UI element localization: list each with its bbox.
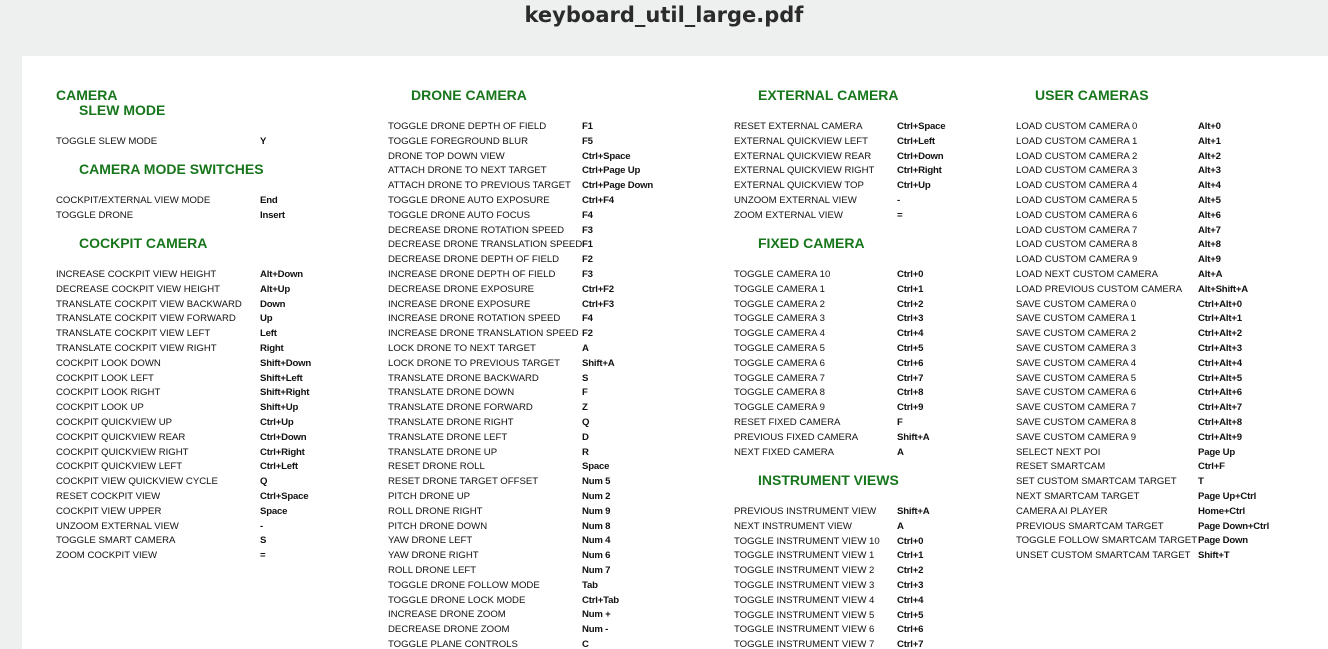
shortcut-key: F — [582, 387, 588, 399]
shortcut-action: SAVE CUSTOM CAMERA 2 — [1016, 328, 1137, 340]
shortcut-key: Alt+4 — [1198, 180, 1221, 192]
shortcut-key: Alt+Shift+A — [1198, 283, 1249, 295]
shortcut-key: F3 — [582, 224, 593, 236]
shortcut-action: TOGGLE FOLLOW SMARTCAM TARGET — [1016, 535, 1198, 547]
shortcut-key: Ctrl+Space — [582, 150, 631, 162]
shortcut-key: Ctrl+F — [1198, 461, 1225, 473]
shortcut-action: TOGGLE CAMERA 5 — [734, 343, 825, 354]
shortcut-action: TOGGLE CAMERA 4 — [734, 328, 825, 340]
shortcut-action: COCKPIT LOOK DOWN — [56, 357, 161, 369]
shortcut-key: Ctrl+Alt+1 — [1198, 313, 1242, 325]
shortcut-key: Alt+2 — [1198, 150, 1221, 162]
shortcut-key: Page Up — [1198, 446, 1235, 458]
shortcut-action: TOGGLE INSTRUMENT VIEW 7 — [734, 639, 875, 649]
shortcut-key: Shift+A — [897, 431, 930, 443]
shortcut-action: TOGGLE INSTRUMENT VIEW 6 — [734, 624, 875, 636]
shortcut-key: Alt+1 — [1198, 135, 1221, 147]
shortcut-action: TOGGLE CAMERA 3 — [734, 313, 825, 325]
shortcut-action: EXTERNAL QUICKVIEW REAR — [734, 150, 872, 162]
shortcut-key: Down — [260, 298, 286, 310]
document-title-text: keyboard_util_large.pdf — [524, 3, 804, 27]
shortcut-action: TOGGLE INSTRUMENT VIEW 2 — [734, 565, 875, 577]
shortcut-action: EXTERNAL QUICKVIEW RIGHT — [734, 165, 875, 177]
shortcut-key: Num 9 — [582, 505, 611, 517]
shortcut-action: TOGGLE DRONE — [56, 209, 134, 221]
shortcut-action: PREVIOUS SMARTCAM TARGET — [1016, 520, 1164, 532]
shortcut-key: Ctrl+Alt+0 — [1198, 298, 1242, 310]
shortcut-action: NEXT INSTRUMENT VIEW — [734, 520, 852, 532]
shortcut-key: F5 — [582, 135, 593, 147]
shortcut-action: SAVE CUSTOM CAMERA 4 — [1016, 357, 1137, 369]
shortcut-action: TOGGLE CAMERA 7 — [734, 372, 825, 384]
shortcut-action: TOGGLE DRONE AUTO FOCUS — [388, 209, 530, 221]
shortcut-key: Alt+5 — [1198, 195, 1221, 206]
shortcut-action: TOGGLE PLANE CONTROLS — [388, 639, 518, 649]
shortcut-action: COCKPIT VIEW QUICKVIEW CYCLE — [56, 476, 218, 488]
shortcut-key: Ctrl+5 — [897, 343, 924, 354]
shortcut-action: TOGGLE INSTRUMENT VIEW 1 — [734, 550, 875, 562]
shortcut-action: SAVE CUSTOM CAMERA 8 — [1016, 417, 1137, 428]
shortcut-key: Shift+Up — [260, 402, 299, 414]
shortcut-key: Alt+A — [1198, 269, 1223, 280]
shortcut-key: Num + — [582, 609, 611, 621]
shortcut-action: TOGGLE INSTRUMENT VIEW 5 — [734, 609, 875, 621]
shortcut-key: Page Up+Ctrl — [1198, 491, 1257, 502]
shortcut-action: SAVE CUSTOM CAMERA 1 — [1016, 313, 1137, 325]
shortcut-action: TOGGLE INSTRUMENT VIEW 4 — [734, 594, 875, 606]
shortcut-action: TOGGLE INSTRUMENT VIEW 3 — [734, 580, 875, 591]
shortcut-action: TOGGLE SLEW MODE — [56, 136, 158, 147]
shortcut-action: RESET COCKPIT VIEW — [56, 491, 161, 502]
shortcut-key: Num 4 — [582, 535, 611, 547]
shortcut-key: F4 — [582, 313, 593, 325]
shortcut-key: Shift+A — [582, 357, 615, 369]
shortcut-key: F — [897, 417, 903, 428]
shortcut-key: S — [582, 372, 589, 384]
shortcut-key: Ctrl+Alt+6 — [1198, 387, 1242, 399]
shortcut-action: RESET SMARTCAM — [1016, 461, 1106, 473]
shortcut-key: Ctrl+4 — [897, 328, 924, 340]
shortcut-action: PITCH DRONE DOWN — [388, 520, 488, 532]
shortcut-action: TOGGLE CAMERA 2 — [734, 298, 825, 310]
shortcut-action: COCKPIT QUICKVIEW REAR — [56, 431, 186, 443]
shortcut-action: COCKPIT/EXTERNAL VIEW MODE — [56, 195, 211, 206]
shortcut-action: TOGGLE SMART CAMERA — [56, 535, 176, 547]
document-title — [0, 0, 1328, 52]
shortcut-action: DECREASE COCKPIT VIEW HEIGHT — [56, 283, 221, 295]
shortcut-action: TOGGLE DRONE FOLLOW MODE — [388, 579, 540, 591]
shortcut-action: SELECT NEXT POI — [1016, 446, 1101, 458]
shortcut-key: Insert — [260, 209, 285, 221]
shortcut-action: COCKPIT LOOK RIGHT — [56, 387, 161, 399]
shortcut-action: NEXT FIXED CAMERA — [734, 446, 835, 458]
shortcut-key: Ctrl+Up — [897, 180, 931, 192]
shortcut-action: COCKPIT LOOK UP — [56, 402, 144, 414]
shortcut-key: Alt+3 — [1198, 165, 1221, 177]
shortcut-action: DECREASE DRONE DEPTH OF FIELD — [388, 254, 560, 266]
shortcut-key: Alt+Up — [260, 283, 290, 295]
shortcut-action: INCREASE DRONE ZOOM — [388, 609, 506, 621]
shortcut-action: TRANSLATE COCKPIT VIEW FORWARD — [56, 313, 236, 325]
shortcut-key: Ctrl+Alt+8 — [1198, 417, 1242, 428]
shortcut-action: TRANSLATE COCKPIT VIEW RIGHT — [56, 343, 217, 354]
shortcut-action: INCREASE COCKPIT VIEW HEIGHT — [56, 269, 217, 280]
shortcut-key: Up — [260, 313, 273, 325]
shortcut-action: PITCH DRONE UP — [388, 491, 471, 502]
shortcut-key: Space — [260, 505, 288, 517]
shortcut-key: Num 2 — [582, 491, 611, 502]
shortcut-key: Ctrl+6 — [897, 624, 924, 636]
shortcut-key: = — [897, 209, 903, 221]
shortcut-action: LOCK DRONE TO PREVIOUS TARGET — [388, 357, 561, 369]
shortcut-action: TOGGLE CAMERA 9 — [734, 402, 825, 414]
shortcut-action: TOGGLE DRONE DEPTH OF FIELD — [388, 121, 547, 132]
shortcut-key: Num 5 — [582, 476, 611, 488]
shortcut-key: F2 — [582, 254, 593, 266]
shortcut-key: Alt+7 — [1198, 224, 1221, 236]
shortcut-action: TOGGLE CAMERA 10 — [734, 269, 831, 280]
shortcut-action: LOCK DRONE TO NEXT TARGET — [388, 343, 536, 354]
shortcut-action: RESET FIXED CAMERA — [734, 417, 841, 428]
shortcut-key: Ctrl+Down — [260, 431, 307, 443]
shortcut-action: RESET DRONE TARGET OFFSET — [388, 476, 539, 488]
shortcut-action: SAVE CUSTOM CAMERA 7 — [1016, 402, 1137, 414]
shortcut-key: Ctrl+1 — [897, 550, 924, 562]
shortcut-key: Ctrl+6 — [897, 357, 924, 369]
shortcut-key: Home+Ctrl — [1198, 505, 1245, 517]
shortcut-key: Ctrl+8 — [897, 387, 924, 399]
shortcut-action: LOAD CUSTOM CAMERA 1 — [1016, 135, 1138, 147]
shortcut-key: Ctrl+7 — [897, 372, 924, 384]
shortcut-key: A — [897, 520, 904, 532]
shortcut-key: F2 — [582, 328, 593, 340]
section-heading-camera-mode-switches: CAMERA MODE SWITCHES — [79, 161, 264, 177]
shortcut-key: Ctrl+3 — [897, 313, 924, 325]
shortcut-key: Ctrl+Up — [260, 417, 294, 428]
shortcut-key: Ctrl+Alt+4 — [1198, 357, 1242, 369]
shortcut-action: TRANSLATE DRONE UP — [388, 446, 498, 458]
shortcut-key: Ctrl+1 — [897, 283, 924, 295]
shortcut-key: Right — [260, 343, 284, 354]
shortcut-key: Tab — [582, 579, 598, 591]
shortcut-key: Ctrl+0 — [897, 269, 924, 280]
shortcut-key: Z — [582, 402, 588, 414]
shortcut-key: A — [582, 343, 589, 354]
shortcut-action: UNZOOM EXTERNAL VIEW — [56, 520, 179, 532]
shortcut-key: Ctrl+Alt+2 — [1198, 328, 1242, 340]
shortcut-action: DECREASE DRONE ROTATION SPEED — [388, 224, 565, 236]
shortcut-key: Ctrl+5 — [897, 609, 924, 621]
shortcut-action: TRANSLATE COCKPIT VIEW BACKWARD — [56, 298, 242, 310]
shortcut-key: Alt+0 — [1198, 121, 1221, 132]
shortcut-action: INCREASE DRONE DEPTH OF FIELD — [388, 269, 556, 280]
shortcut-action: COCKPIT QUICKVIEW UP — [56, 417, 173, 428]
shortcut-key: Ctrl+Space — [897, 121, 946, 132]
shortcut-key: Ctrl+Left — [897, 135, 935, 147]
shortcut-action: SAVE CUSTOM CAMERA 0 — [1016, 298, 1137, 310]
shortcut-key: Shift+Left — [260, 372, 303, 384]
shortcut-key: - — [897, 195, 900, 206]
shortcut-action: EXTERNAL QUICKVIEW LEFT — [734, 135, 868, 147]
shortcut-action: TOGGLE DRONE LOCK MODE — [388, 594, 526, 606]
shortcut-key: C — [582, 639, 589, 649]
pdf-page — [22, 56, 1328, 649]
shortcut-action: LOAD CUSTOM CAMERA 3 — [1016, 165, 1138, 177]
shortcut-action: ATTACH DRONE TO NEXT TARGET — [388, 165, 547, 177]
shortcut-action: PREVIOUS FIXED CAMERA — [734, 431, 859, 443]
shortcut-action: COCKPIT QUICKVIEW LEFT — [56, 461, 183, 473]
shortcut-action: YAW DRONE RIGHT — [388, 550, 479, 562]
shortcut-key: Num - — [582, 624, 609, 636]
shortcut-action: TOGGLE CAMERA 6 — [734, 357, 825, 369]
shortcut-action: COCKPIT QUICKVIEW RIGHT — [56, 446, 189, 458]
shortcut-action: LOAD CUSTOM CAMERA 0 — [1016, 121, 1138, 132]
shortcut-action: SAVE CUSTOM CAMERA 5 — [1016, 372, 1137, 384]
shortcut-key: = — [260, 550, 266, 562]
shortcut-key: Ctrl+Space — [260, 491, 309, 502]
shortcut-action: TOGGLE FOREGROUND BLUR — [388, 135, 529, 147]
shortcut-key: Ctrl+9 — [897, 402, 924, 414]
shortcut-action: TOGGLE INSTRUMENT VIEW 10 — [734, 535, 880, 547]
shortcut-key: Alt+8 — [1198, 239, 1221, 251]
shortcut-key: Ctrl+Tab — [582, 594, 619, 606]
shortcut-key: Ctrl+Alt+9 — [1198, 431, 1242, 443]
shortcut-action: RESET EXTERNAL CAMERA — [734, 121, 863, 132]
shortcut-action: TOGGLE CAMERA 1 — [734, 283, 825, 295]
shortcut-key: Shift+A — [897, 506, 930, 517]
section-heading-camera: CAMERA — [56, 87, 118, 103]
shortcut-action: TRANSLATE COCKPIT VIEW LEFT — [56, 328, 211, 340]
shortcut-action: LOAD CUSTOM CAMERA 5 — [1016, 195, 1138, 206]
shortcut-action: SET CUSTOM SMARTCAM TARGET — [1016, 476, 1177, 488]
shortcut-key: End — [260, 195, 278, 206]
shortcut-key: Alt+9 — [1198, 254, 1221, 266]
shortcut-key: Shift+Down — [260, 357, 312, 369]
shortcut-action: ROLL DRONE LEFT — [388, 565, 477, 576]
shortcut-action: DECREASE DRONE EXPOSURE — [388, 283, 535, 295]
shortcut-action: INCREASE DRONE TRANSLATION SPEED — [388, 328, 579, 340]
shortcut-key: Alt+6 — [1198, 209, 1221, 221]
shortcut-key: Ctrl+Alt+3 — [1198, 343, 1242, 354]
shortcut-action: SAVE CUSTOM CAMERA 3 — [1016, 343, 1137, 354]
shortcut-key: Ctrl+Left — [260, 461, 298, 473]
shortcut-key: Ctrl+0 — [897, 535, 924, 547]
shortcut-action: INCREASE DRONE ROTATION SPEED — [388, 313, 561, 325]
shortcut-action: ZOOM EXTERNAL VIEW — [734, 209, 843, 221]
shortcut-key: Ctrl+7 — [897, 639, 924, 649]
shortcut-action: TRANSLATE DRONE BACKWARD — [388, 372, 539, 384]
shortcut-key: Q — [260, 476, 268, 488]
shortcut-key: Ctrl+F4 — [582, 195, 614, 206]
shortcut-key: A — [897, 446, 904, 458]
shortcut-action: TRANSLATE DRONE RIGHT — [388, 417, 514, 428]
shortcut-key: Ctrl+F2 — [582, 283, 614, 295]
section-subheading-slew-mode: SLEW MODE — [79, 102, 166, 118]
shortcut-action: INCREASE DRONE EXPOSURE — [388, 298, 531, 310]
shortcut-key: Ctrl+2 — [897, 565, 924, 577]
shortcut-key: Num 7 — [582, 565, 611, 576]
shortcut-key: Shift+Right — [260, 387, 310, 399]
shortcut-key: Space — [582, 461, 610, 473]
shortcut-key: F4 — [582, 209, 593, 221]
shortcut-action: SAVE CUSTOM CAMERA 6 — [1016, 387, 1137, 399]
shortcut-key: Ctrl+Right — [897, 165, 942, 177]
shortcut-key: R — [582, 446, 589, 458]
shortcut-action: RESET DRONE ROLL — [388, 461, 485, 473]
shortcut-key: Ctrl+Alt+7 — [1198, 402, 1242, 414]
section-heading-fixed-camera: FIXED CAMERA — [758, 235, 865, 251]
shortcut-action: TOGGLE DRONE AUTO EXPOSURE — [388, 195, 550, 206]
shortcut-key: Ctrl+Page Down — [582, 180, 654, 192]
shortcut-action: UNSET CUSTOM SMARTCAM TARGET — [1016, 550, 1191, 562]
shortcut-key: Ctrl+Down — [897, 150, 944, 162]
shortcut-action: NEXT SMARTCAM TARGET — [1016, 491, 1140, 502]
shortcut-action: EXTERNAL QUICKVIEW TOP — [734, 180, 864, 192]
shortcut-action: LOAD NEXT CUSTOM CAMERA — [1016, 269, 1158, 280]
shortcut-action: LOAD CUSTOM CAMERA 4 — [1016, 180, 1138, 192]
shortcut-action: CAMERA AI PLAYER — [1016, 505, 1108, 517]
section-heading-instrument-views: INSTRUMENT VIEWS — [758, 472, 899, 488]
shortcut-key: Ctrl+4 — [897, 594, 924, 606]
shortcut-key: F1 — [582, 239, 593, 251]
shortcut-key: Num 6 — [582, 550, 611, 562]
shortcut-key: F3 — [582, 269, 593, 280]
shortcut-action: PREVIOUS INSTRUMENT VIEW — [734, 506, 877, 517]
shortcut-key: D — [582, 431, 589, 443]
section-heading-cockpit-camera: COCKPIT CAMERA — [79, 235, 208, 251]
section-heading-user-cameras: USER CAMERAS — [1035, 87, 1149, 103]
shortcut-key: Ctrl+Alt+5 — [1198, 372, 1242, 384]
shortcut-action: TRANSLATE DRONE FORWARD — [388, 402, 533, 414]
shortcut-key: Left — [260, 328, 277, 340]
shortcut-key: Ctrl+2 — [897, 298, 924, 310]
shortcut-action: ZOOM COCKPIT VIEW — [56, 550, 158, 562]
shortcut-key: Q — [582, 417, 590, 428]
shortcut-key: Ctrl+Right — [260, 446, 305, 458]
shortcut-action: TOGGLE CAMERA 8 — [734, 387, 825, 399]
shortcut-action: TRANSLATE DRONE DOWN — [388, 387, 515, 399]
shortcut-key: Num 8 — [582, 520, 611, 532]
shortcut-action: DRONE TOP DOWN VIEW — [388, 150, 505, 162]
shortcut-action: LOAD CUSTOM CAMERA 6 — [1016, 209, 1138, 221]
shortcut-action: TRANSLATE DRONE LEFT — [388, 431, 508, 443]
shortcut-key: S — [260, 535, 267, 547]
shortcut-action: COCKPIT LOOK LEFT — [56, 372, 154, 384]
shortcut-key: T — [1198, 476, 1204, 488]
shortcut-key: - — [260, 520, 263, 532]
shortcut-action: YAW DRONE LEFT — [388, 535, 473, 547]
shortcut-action: DECREASE DRONE ZOOM — [388, 624, 510, 636]
shortcut-action: LOAD CUSTOM CAMERA 9 — [1016, 254, 1138, 266]
section-heading-drone-camera: DRONE CAMERA — [411, 87, 527, 103]
shortcut-action: LOAD PREVIOUS CUSTOM CAMERA — [1016, 283, 1183, 295]
shortcut-action: ATTACH DRONE TO PREVIOUS TARGET — [388, 180, 571, 192]
shortcut-action: LOAD CUSTOM CAMERA 2 — [1016, 150, 1138, 162]
shortcut-key: Y — [260, 136, 267, 147]
shortcut-action: ROLL DRONE RIGHT — [388, 505, 483, 517]
shortcut-key: Page Down — [1198, 535, 1248, 547]
shortcut-action: DECREASE DRONE TRANSLATION SPEED — [388, 239, 583, 251]
section-heading-external-camera: EXTERNAL CAMERA — [758, 87, 899, 103]
shortcut-key: F1 — [582, 121, 593, 132]
shortcut-key: Ctrl+Page Up — [582, 165, 641, 177]
shortcut-action: COCKPIT VIEW UPPER — [56, 505, 162, 517]
shortcut-key: Alt+Down — [260, 269, 303, 280]
shortcut-action: UNZOOM EXTERNAL VIEW — [734, 195, 857, 206]
shortcut-key: Ctrl+F3 — [582, 298, 614, 310]
shortcut-key: Page Down+Ctrl — [1198, 520, 1270, 532]
shortcut-action: SAVE CUSTOM CAMERA 9 — [1016, 431, 1137, 443]
shortcut-key: Ctrl+3 — [897, 580, 924, 591]
shortcut-action: LOAD CUSTOM CAMERA 8 — [1016, 239, 1138, 251]
shortcut-key: Shift+T — [1198, 550, 1230, 562]
shortcut-action: LOAD CUSTOM CAMERA 7 — [1016, 224, 1138, 236]
